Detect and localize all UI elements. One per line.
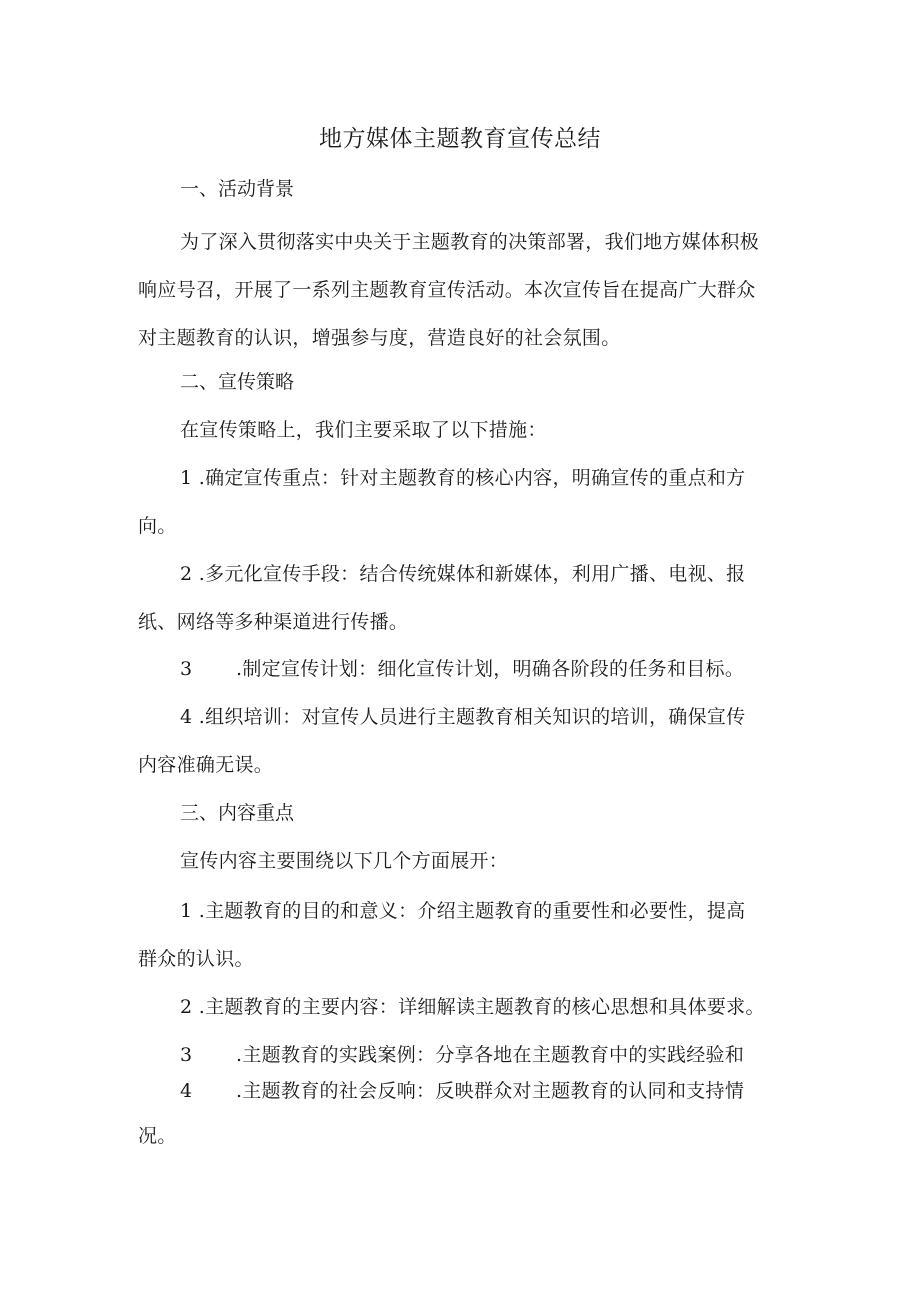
list-number: 4 [180, 1080, 193, 1102]
content-item-1-line-2: 群众的认识。 [138, 948, 254, 970]
list-number: 4 [180, 706, 193, 728]
background-paragraph-line-2: 响应号召，开展了一系列主题教育宣传活动。本次宣传旨在提高广大群众 [138, 279, 756, 301]
list-number: 3 [180, 658, 193, 680]
strategy-item-1-line-2: 向。 [138, 515, 177, 537]
list-text: .主题教育的目的和意义：介绍主题教育的重要性和必要性，提高 [198, 900, 746, 922]
background-paragraph-line-3: 对主题教育的认识，增强参与度，营造良好的社会氛围。 [138, 327, 621, 349]
content-intro: 宣传内容主要围绕以下几个方面展开： [180, 850, 509, 872]
list-text: .制定宣传计划：细化宣传计划，明确各阶段的任务和目标。 [236, 658, 745, 680]
list-number: 2 [180, 996, 193, 1018]
strategy-item-2-line-1 [180, 550, 745, 598]
strategy-intro: 在宣传策略上，我们主要采取了以下措施： [180, 419, 547, 441]
list-number: 1 [180, 467, 193, 489]
document-title: 地方媒体主题教育宣传总结 [319, 126, 601, 152]
strategy-item-4-line-2: 内容准确无误。 [138, 754, 274, 776]
content-item-4-line-2: 况。 [138, 1125, 177, 1147]
list-number: 2 [180, 563, 193, 585]
strategy-item-1-line-1 [180, 454, 745, 502]
list-number: 3 [180, 1044, 193, 1066]
content-item-2-line-1 [180, 983, 765, 1031]
strategy-item-2-line-2: 纸、网络等多种渠道进行传播。 [138, 611, 409, 633]
section-heading-content: 三、内容重点 [180, 802, 295, 824]
list-text: .组织培训：对宣传人员进行主题教育相关知识的培训，确保宣传 [198, 706, 746, 728]
strategy-item-3-line-1 [180, 645, 744, 693]
list-text: .主题教育的实践案例：分享各地在主题教育中的实践经验和 [236, 1044, 745, 1066]
list-text: .主题教育的主要内容：详细解读主题教育的核心思想和具体要求。 [198, 996, 765, 1018]
section-heading-background: 一、活动背景 [180, 178, 295, 200]
content-item-4-line-1 [180, 1067, 744, 1115]
list-text: .多元化宣传手段：结合传统媒体和新媒体，利用广播、电视、报 [198, 563, 746, 585]
content-item-1-line-1 [180, 887, 745, 935]
strategy-item-4-line-1 [180, 693, 745, 741]
list-number: 1 [180, 900, 193, 922]
section-heading-strategy: 二、宣传策略 [180, 371, 295, 393]
background-paragraph-line-1: 为了深入贯彻落实中央关于主题教育的决策部署，我们地方媒体积极 [180, 231, 760, 253]
list-text: .主题教育的社会反响：反映群众对主题教育的认同和支持情 [236, 1080, 745, 1102]
list-text: .确定宣传重点：针对主题教育的核心内容，明确宣传的重点和方 [198, 467, 746, 489]
